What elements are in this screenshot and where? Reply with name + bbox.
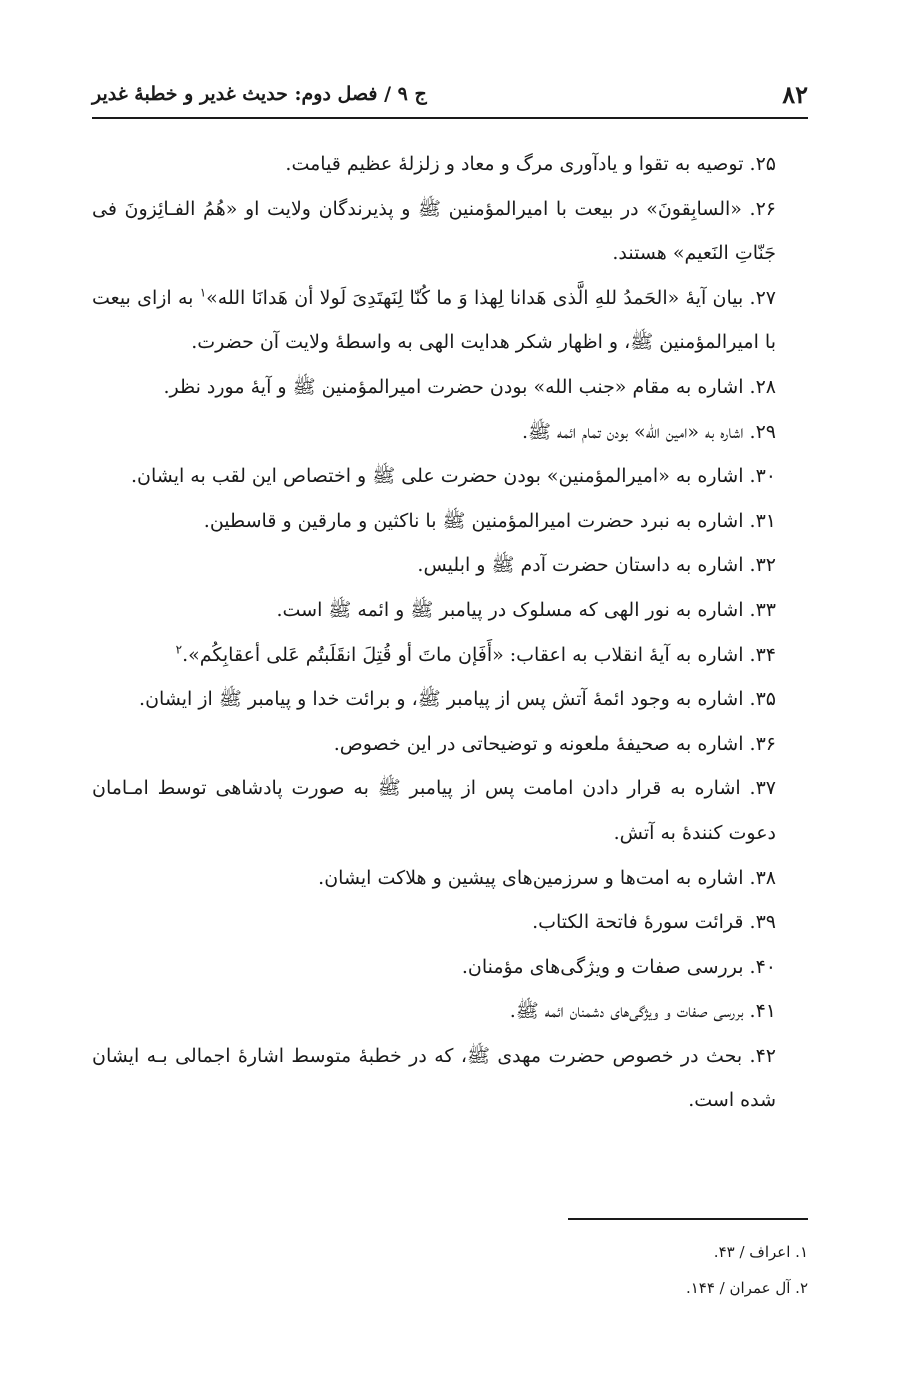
list-item-text: ۳۱. اشاره به نبرد حضرت امیرالمؤمنین ﷺ با ناکثین و مارقین و قاسطین. bbox=[203, 509, 776, 532]
footnote-marker: ۲ bbox=[175, 642, 183, 657]
list-item-text: ۲۸. اشاره به مقام «جنب الله» بودن حضرت امیرالمؤمنین ﷺ و آیهٔ مورد نظر. bbox=[163, 375, 776, 398]
list-item-text: ۲۹. اشاره به «امین الله» بودن تمام ائمه ﷺ. bbox=[521, 420, 776, 443]
footnote-marker: ۱ bbox=[199, 285, 207, 300]
footnote: ۲. آل عمران / ۱۴۴. bbox=[685, 1279, 808, 1297]
list-item-text: ۳۹. قرائت سورهٔ فاتحة الکتاب. bbox=[532, 911, 776, 934]
list-item-text: ۴۲. بحث در خصوص حضرت مهدی ﷺ، که در خطبهٔ متوسط اشارهٔ اجمالی بـه ایشان شده است. bbox=[92, 1044, 776, 1112]
list-item-text: ۳۶. اشاره به صحیفهٔ ملعونه و توضیحاتی در این خصوص. bbox=[333, 732, 776, 755]
list-item-text: ۲۶. «السابِقونَ» در بیعت با امیرالمؤمنین ﷺ و پذیرندگان ولایت او «هُمُ الفـائِزونَ فی جَنّاتِ النَعیم» هستند. bbox=[92, 197, 776, 265]
list-item bbox=[92, 410, 808, 455]
list-item bbox=[92, 677, 808, 722]
header-divider bbox=[92, 117, 808, 119]
list-item bbox=[92, 543, 808, 588]
list-item bbox=[92, 365, 808, 410]
list-item-text: ۳۵. اشاره به وجود ائمهٔ آتش پس از پیامبر ﷺ، و برائت خدا و پیامبر ﷺ از ایشان. bbox=[139, 688, 776, 711]
list-item bbox=[92, 856, 808, 901]
list-item-text: ۲۵. توصیه به تقوا و یادآوری مرگ و معاد و زلزلهٔ عظیم قیامت. bbox=[285, 153, 776, 175]
list-item-text: ۲۷. بیان آیهٔ «الحَمدُ للهِ الَّذی هَدانا لِهذا وَ ما کُنّا لِنَهتَدِیَ لَولا أن هَدانَا الله» bbox=[206, 286, 776, 309]
list-item bbox=[92, 900, 808, 945]
list-item-text: ۴۱. بررسی صفات و ویژگی‌های دشمنان ائمه ﷺ. bbox=[509, 1000, 776, 1023]
list-item bbox=[92, 142, 808, 187]
list-item bbox=[92, 1034, 808, 1123]
list-item bbox=[92, 989, 808, 1034]
list-item bbox=[92, 276, 808, 365]
running-header-title: ج ۹ / فصل دوم: حدیث غدیر و خطبهٔ غدیر bbox=[92, 83, 427, 105]
list-item bbox=[92, 633, 808, 678]
list-item-text: ۳۸. اشاره به امت‌ها و سرزمین‌های پیشین و هلاکت ایشان. bbox=[318, 866, 776, 889]
list-item-text: ۳۴. اشاره به آیهٔ انقلاب به اعقاب: «أَفَإن ماتَ أو قُتِلَ انقَلَبتُم عَلی أعقابِکُم». bbox=[182, 643, 776, 666]
list-item bbox=[92, 945, 808, 990]
list-item bbox=[92, 187, 808, 276]
list-item bbox=[92, 499, 808, 544]
list-item-text: ۳۰. اشاره به «امیرالمؤمنین» بودن حضرت علی ﷺ و اختصاص این لقب به ایشان. bbox=[130, 465, 776, 488]
list-item bbox=[92, 766, 808, 855]
running-header bbox=[92, 76, 808, 112]
list-item-text: ۳۷. اشاره به قرار دادن امامت پس از پیامبر ﷺ به صورت پادشاهی توسط امـامان دعوت کنندهٔ به آتش. bbox=[92, 777, 776, 844]
list-item-text: ۳۲. اشاره به داستان حضرت آدم ﷺ و ابلیس. bbox=[417, 554, 776, 577]
list-item bbox=[92, 454, 808, 499]
list-item-text: ۳۳. اشاره به نور الهی که مسلوک در پیامبر ﷺ و ائمه ﷺ است. bbox=[276, 598, 776, 621]
list-item-text: ۴۰. بررسی صفات و ویژگی‌های مؤمنان. bbox=[461, 955, 776, 978]
list-item bbox=[92, 722, 808, 767]
list-item-text-continued: به ازای بیعت با امیرالمؤمنین ﷺ، و اظهار شکر هدایت الهی به واسطهٔ ولایت آن حضرت. bbox=[92, 286, 776, 354]
page-number: ۸۲ bbox=[782, 79, 808, 109]
footnote-list bbox=[92, 1234, 808, 1306]
item-list bbox=[92, 142, 808, 1123]
footnote: ۱. اعراف / ۴۳. bbox=[713, 1243, 808, 1261]
list-item bbox=[92, 588, 808, 633]
footnote-divider bbox=[568, 1218, 808, 1220]
